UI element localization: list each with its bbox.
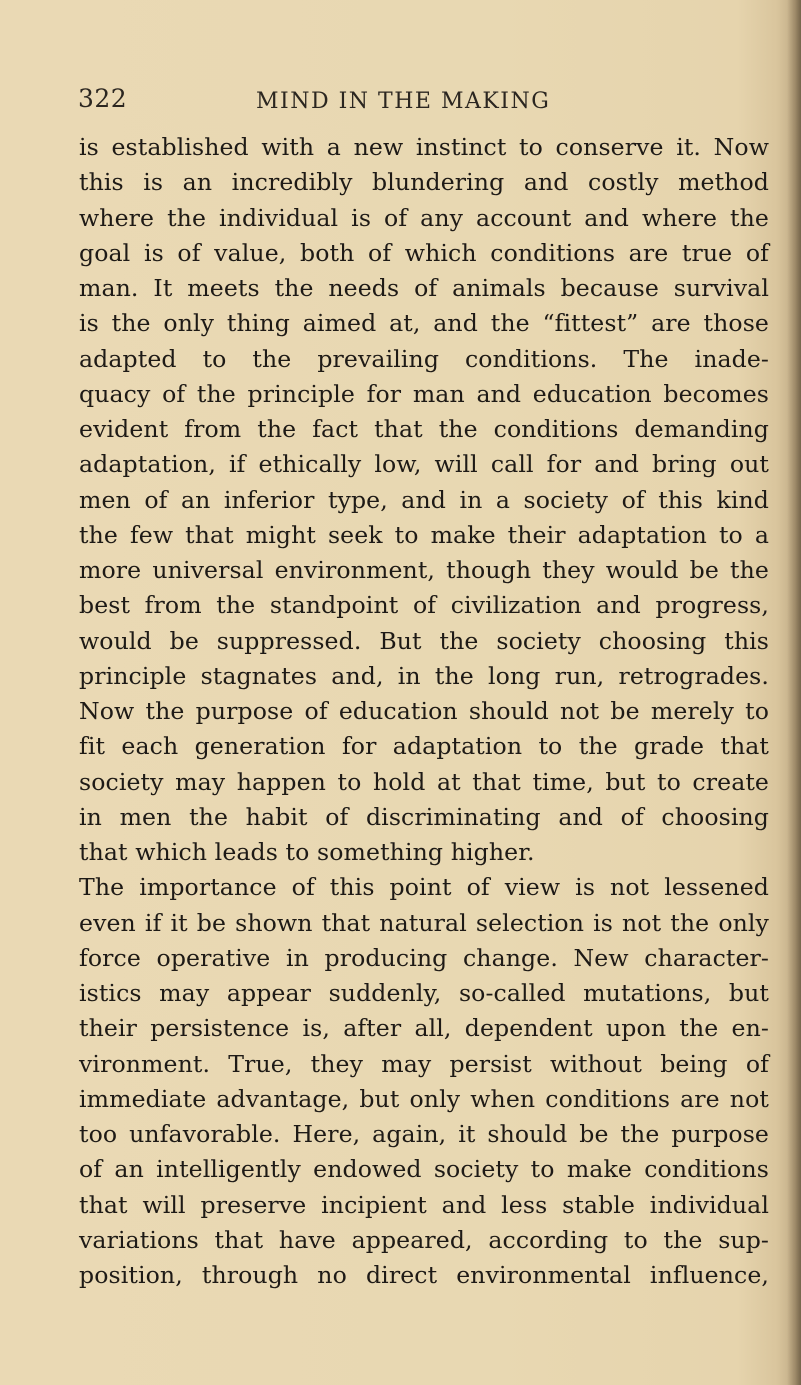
text-line: adaptation, if ethically low, will call for and bring out bbox=[79, 450, 769, 479]
text-line: men of an inferior type, and in a society of this kind bbox=[79, 485, 769, 514]
body-text bbox=[79, 130, 769, 1293]
text-line: immediate advantage, but only when conditions are not bbox=[79, 1084, 769, 1113]
text-line: man. It meets the needs of animals because survival bbox=[79, 274, 769, 302]
text-line: adapted to the prevailing conditions. The inade- bbox=[79, 344, 769, 373]
text-line: principle stagnates and, in the long run, retrogrades. bbox=[79, 661, 769, 690]
page-number: 322 bbox=[78, 84, 128, 113]
text-line: istics may appear suddenly, so-called mutations, but bbox=[79, 979, 769, 1007]
paragraph-end-line: that which leads to something higher. bbox=[79, 838, 535, 866]
text-line: of an intelligently endowed society to make conditions bbox=[79, 1155, 769, 1184]
text-line: the few that might seek to make their adaptation to a bbox=[79, 520, 769, 549]
text-line: their persistence is, after all, dependent upon the en- bbox=[79, 1014, 769, 1043]
text-line: where the individual is of any account and where the bbox=[79, 203, 769, 232]
text-line: position, through no direct environmental influence, bbox=[79, 1261, 769, 1289]
text-line: best from the standpoint of civilization and progress, bbox=[79, 591, 769, 620]
text-line: force operative in producing change. New character- bbox=[79, 943, 769, 972]
text-line: variations that have appeared, according to the sup- bbox=[79, 1225, 769, 1254]
text-line: vironment. True, they may persist without being of bbox=[79, 1049, 769, 1078]
text-line: that will preserve incipient and less stable individual bbox=[79, 1190, 769, 1219]
text-line: quacy of the principle for man and education becomes bbox=[79, 379, 769, 408]
text-line: society may happen to hold at that time, but to create bbox=[79, 767, 769, 796]
text-line: in men the habit of discriminating and of choosing bbox=[79, 802, 769, 831]
text-line: is established with a new instinct to conserve it. Now bbox=[79, 133, 769, 161]
text-line: even if it be shown that natural selection is not the only bbox=[79, 908, 769, 937]
text-line: is the only thing aimed at, and the “fittest” are those bbox=[79, 309, 769, 338]
text-line: this is an incredibly blundering and costly method bbox=[79, 168, 769, 197]
text-line: evident from the fact that the conditions demanding bbox=[79, 415, 769, 443]
running-head: MIND IN THE MAKING bbox=[256, 89, 551, 114]
text-line: too unfavorable. Here, again, it should be the purpose bbox=[79, 1120, 769, 1148]
text-line: fit each generation for adaptation to the grade that bbox=[79, 732, 769, 761]
paragraph-start-line: The importance of this point of view is not lessened bbox=[79, 873, 769, 902]
text-line: would be suppressed. But the society choosing this bbox=[79, 626, 769, 655]
page-edge-shadow bbox=[787, 0, 801, 1385]
text-line: goal is of value, both of which conditions are true of bbox=[79, 238, 769, 267]
text-line: Now the purpose of education should not be merely to bbox=[79, 697, 769, 725]
text-line: more universal environment, though they would be the bbox=[79, 556, 769, 584]
